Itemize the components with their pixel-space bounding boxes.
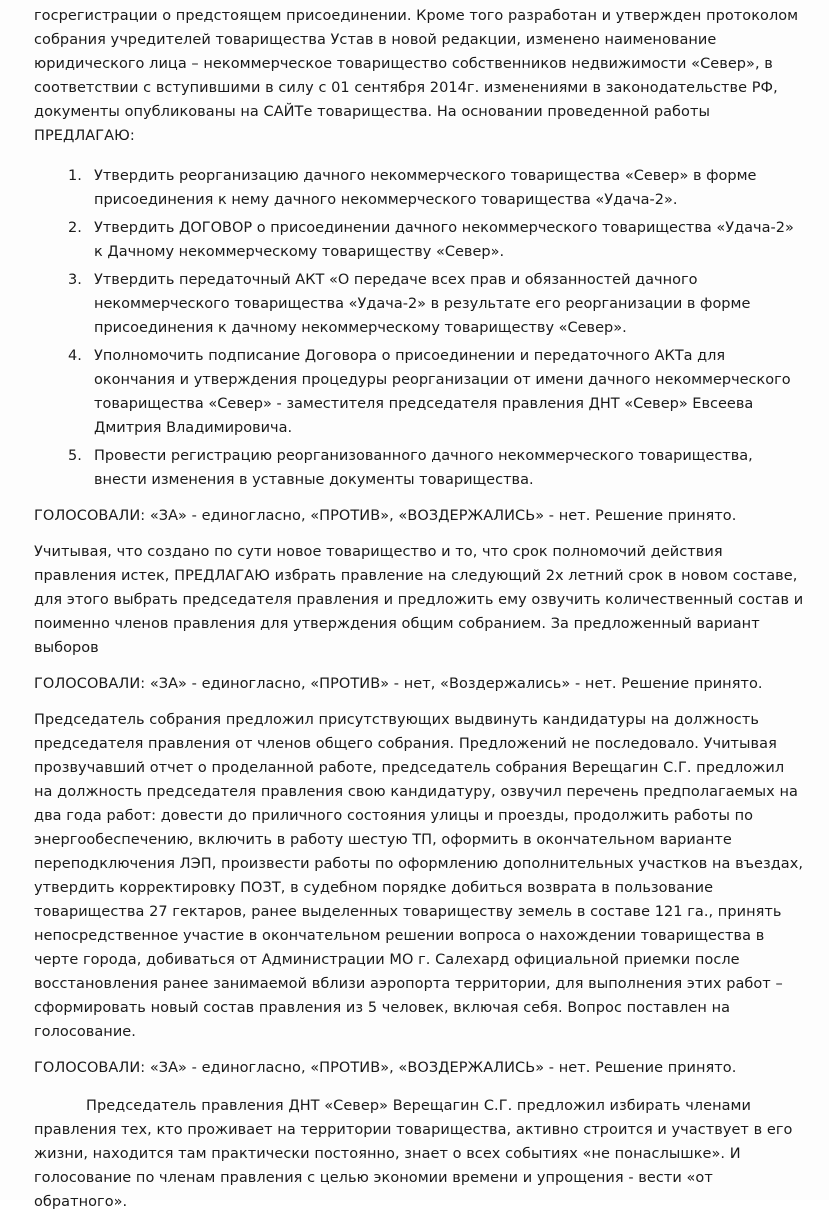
vote-result-1: ГОЛОСОВАЛИ: «ЗА» - единогласно, «ПРОТИВ», «ВОЗДЕРЖАЛИСЬ» - нет. Решение принято. xyxy=(34,508,737,524)
list-item-number: 3. xyxy=(68,272,82,288)
list-item-number: 5. xyxy=(68,448,82,464)
list-item-number: 1. xyxy=(68,168,82,184)
list-item xyxy=(34,268,805,340)
list-item xyxy=(34,216,805,264)
chairman-paragraph: Председатель собрания предложил присутствующих выдвинуть кандидатуры на должность председателя правления от членов общего собрания. Предложений не последовало. Учитывая прозвучавший отчет о проделанной работе, председатель собрания Верещагин С.Г. предложил на должность председателя правления свою кандидатуру, озвучил перечень предполагаемых на два года работ: довести до приличного состояния улицы и проезды, продолжить работы по энергообеспечению, включить в работу шестую ТП, оформить в окончательном варианте переподключения ЛЭП, произвести работы по оформлению дополнительных участков на въездах, утвердить корректировку ПОЗТ, в судебном порядке добиться возврата в пользование товарищества 27 гектаров, ранее выделенных товариществу земель в составе 121 га., принять непосредственное участие в окончательном решении вопроса о нахождении товарищества в черте города, добиваться от Администрации МО г. Салехард официальной приемки после восстановления ранее занимаемой вблизи аэропорта территории, для выполнения этих работ – сформировать новый состав правления из 5 человек, включая себя. Вопрос поставлен на голосование. xyxy=(34,712,804,1040)
list-item-text: Уполномочить подписание Договора о присоединении и передаточного АКТа для окончания и утверждения процедуры реорганизации от имени дачного некоммерческого товарищества «Север» - заместителя председателя правления ДНТ «Север» Евсеева Дмитрия Владимировича. xyxy=(94,348,791,436)
vote-result-2: ГОЛОСОВАЛИ: «ЗА» - единогласно, «ПРОТИВ» - нет, «Воздержались» - нет. Решение принято. xyxy=(34,676,763,692)
vote-result-3: ГОЛОСОВАЛИ: «ЗА» - единогласно, «ПРОТИВ», «ВОЗДЕРЖАЛИСЬ» - нет. Решение принято. xyxy=(34,1060,737,1076)
proposals-list xyxy=(34,164,805,492)
list-item-text: Утвердить реорганизацию дачного некоммерческого товарищества «Север» в форме присоединения к нему дачного некоммерческого товарищества «Удача-2». xyxy=(94,168,757,208)
list-item-text: Утвердить ДОГОВОР о присоединении дачного некоммерческого товарищества «Удача-2» к Дачному некоммерческому товариществу «Север». xyxy=(94,220,794,260)
list-item-number: 2. xyxy=(68,220,82,236)
list-item xyxy=(34,164,805,212)
members-paragraph: Председатель правления ДНТ «Север» Верещагин С.Г. предложил избирать членами правления тех, кто проживает на территории товарищества, активно строится и участвует в его жизни, находится там практически постоянно, знает о всех событиях «не понаслышке». И голосование по членам правления с целью экономии времени и упрощения - вести «от обратного». xyxy=(34,1098,793,1210)
intro-paragraph: госрегистрации о предстоящем присоединении. Кроме того разработан и утвержден протоколом собрания учредителей товарищества Устав в новой редакции, изменено наименование юридического лица – некоммерческое товарищество собственников недвижимости «Север», в соответствии с вступившими в силу с 01 сентября 2014г. изменениями в законодательстве РФ, документы опубликованы на САЙТе товарищества. На основании проведенной работы ПРЕДЛАГАЮ: xyxy=(34,8,799,144)
list-item-number: 4. xyxy=(68,348,82,364)
list-item xyxy=(34,344,805,440)
list-item-text: Утвердить передаточный АКТ «О передаче всех прав и обязанностей дачного некоммерческого товарищества «Удача-2» в результате его реорганизации в форме присоединения к дачному некоммерческому товариществу «Север». xyxy=(94,272,751,336)
list-item-text: Провести регистрацию реорганизованного дачного некоммерческого товарищества, внести изменения в уставные документы товарищества. xyxy=(94,448,753,488)
board-proposal-paragraph: Учитывая, что создано по сути новое товарищество и то, что срок полномочий действия правления истек, ПРЕДЛАГАЮ избрать правление на следующий 2х летний срок в новом составе, для этого выбрать председателя правления и предложить ему озвучить количественный состав и поименно членов правления для утверждения общим собранием. За предложенный вариант выборов xyxy=(34,544,804,656)
list-item xyxy=(34,444,805,492)
